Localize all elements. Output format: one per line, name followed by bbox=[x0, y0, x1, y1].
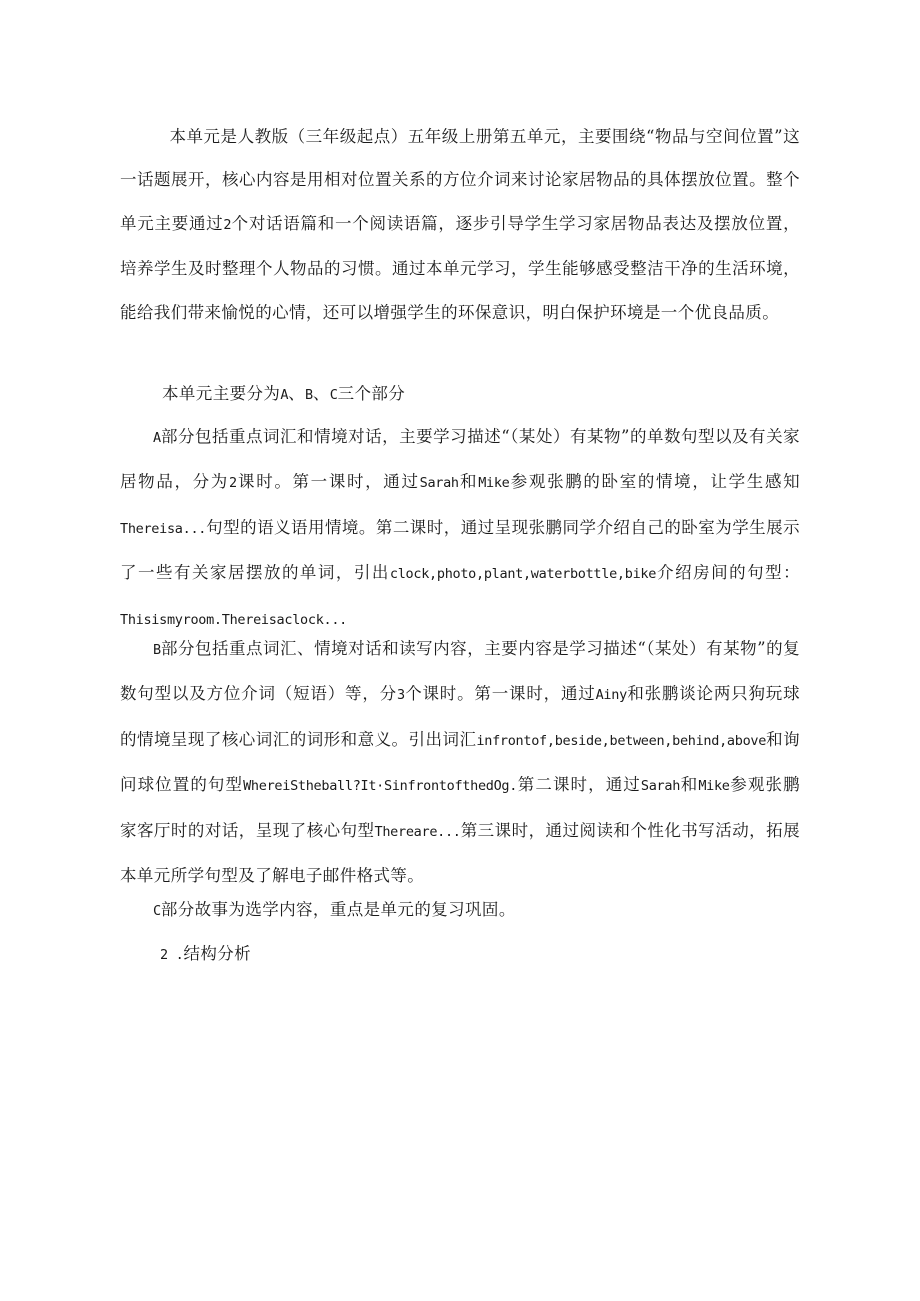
paragraph-unit-parts: 本单元主要分为A、B、C三个部分 bbox=[162, 384, 406, 403]
paragraph-part-c: C部分故事为选学内容，重点是单元的复习巩固。 bbox=[153, 900, 516, 919]
paragraph-part-a: A部分包括重点词汇和情境对话，主要学习描述“（某处）有某物”的单数句型以及有关家居物品，分为2课时。第一课时，通过Sarah和Mike参观张鹏的卧室的情境，让学生感知Thereisa...句型的语义语用情境。第二课时，通过呈现张鹏同学介绍自己的卧室为学生展示了一些有关家居摆放的单词，引出clock,photo,plant,waterbottle,bike介绍房间的句型：Thisismyroom.Thereisaclock... bbox=[120, 427, 801, 628]
paragraph-part-b: B部分包括重点词汇、情境对话和读写内容，主要内容是学习描述“（某处）有某物”的复数句型以及方位介词（短语）等，分3个课时。第一课时，通过Ainy和张鹏谈论两只狗玩球的情境呈现了核心词汇的词形和意义。引出词汇infrontof,beside,between,behind,above和询问球位置的句型WhereiStheball?It·SinfrontofthedOg.第二课时，通过Sarah和Mike参观张鹏家客厅时的对话，呈现了核心句型Thereare...第三课时，通过阅读和个性化书写活动，拓展本单元所学句型及了解电子邮件格式等。 bbox=[120, 639, 801, 886]
paragraph-unit-overview: 本单元是人教版（三年级起点）五年级上册第五单元，主要围绕“物品与空间位置”这一话题展开，核心内容是用相对位置关系的方位介词来讨论家居物品的具体摆放位置。整个单元主要通过2个对话语篇和一个阅读语篇，逐步引导学生学习家居物品表达及摆放位置，培养学生及时整理个人物品的习惯。通过本单元学习，学生能够感受整洁干净的生活环境，能给我们带来愉悦的心情，还可以增强学生的环保意识，明白保护环境是一个优良品质。 bbox=[120, 127, 801, 322]
section-heading-structure-analysis: 2 .结构分析 bbox=[160, 944, 252, 963]
